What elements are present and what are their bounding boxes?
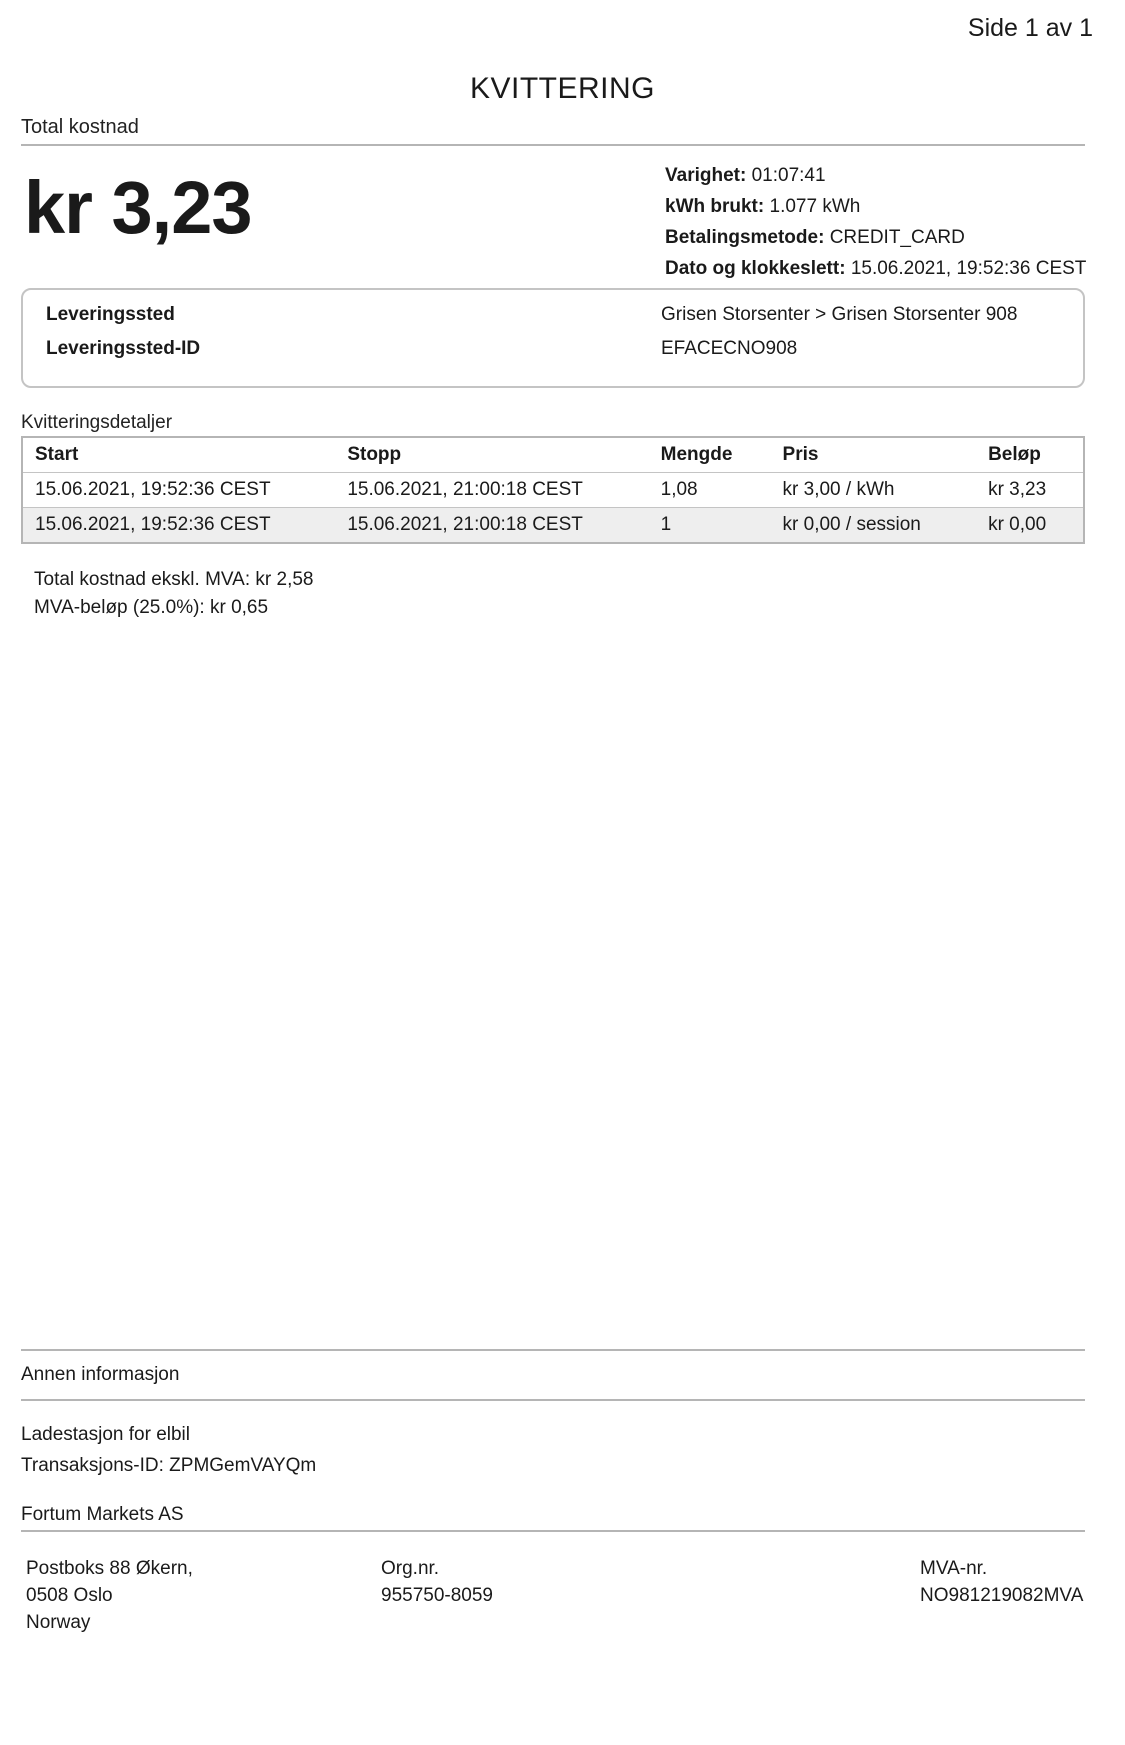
cell-start: 15.06.2021, 19:52:36 CEST	[22, 508, 335, 544]
company-vat-number: MVA-nr. NO981219082MVA	[920, 1558, 1084, 1606]
delivery-location-id-label: Leveringssted-ID	[46, 338, 201, 359]
delivery-location-id-value: EFACECNO908	[661, 338, 798, 359]
summary-duration: Varighet: 01:07:41	[665, 165, 826, 186]
cell-stop: 15.06.2021, 21:00:18 CEST	[335, 508, 648, 544]
delivery-location-box	[21, 288, 1085, 388]
transaction-id: Transaksjons-ID: ZPMGemVAYQm	[21, 1455, 317, 1476]
column-header-start: Start	[35, 444, 79, 465]
cell-price: kr 3,00 / kWh	[771, 473, 977, 508]
page-number: Side 1 av 1	[967, 14, 1093, 42]
table-row	[22, 473, 1084, 508]
cell-start: 15.06.2021, 19:52:36 CEST	[22, 473, 335, 508]
company-name: Fortum Markets AS	[21, 1504, 184, 1525]
cell-quantity: 1,08	[649, 473, 771, 508]
summary-kwh: kWh brukt: 1.077 kWh	[665, 196, 861, 217]
column-header-amount: Beløp	[988, 444, 1041, 465]
receipt-details-table	[21, 436, 1085, 544]
summary-list	[665, 160, 1086, 284]
cell-quantity: 1	[649, 508, 771, 544]
divider	[21, 1349, 1085, 1351]
charging-station-text: Ladestasjon for elbil	[21, 1424, 190, 1445]
cell-amount: kr 3,23	[976, 473, 1084, 508]
delivery-location-value: Grisen Storsenter > Grisen Storsenter 908	[661, 304, 1018, 325]
cell-stop: 15.06.2021, 21:00:18 CEST	[335, 473, 648, 508]
vat-amount: MVA-beløp (25.0%): kr 0,65	[34, 597, 269, 618]
column-header-price: Pris	[782, 444, 819, 465]
vat-summary	[34, 566, 314, 622]
delivery-location-label: Leveringssted	[46, 304, 175, 325]
document-title: KVITTERING	[469, 72, 655, 105]
divider	[21, 144, 1085, 146]
column-header-quantity: Mengde	[660, 444, 733, 465]
summary-payment-method: Betalingsmetode: CREDIT_CARD	[665, 227, 965, 248]
company-org-number: Org.nr. 955750-8059	[381, 1558, 493, 1606]
divider	[21, 1530, 1085, 1532]
company-address: Postboks 88 Økern, 0508 Oslo Norway	[26, 1558, 193, 1633]
other-info-label: Annen informasjon	[21, 1364, 180, 1385]
column-header-stop: Stopp	[347, 444, 402, 465]
table-row	[22, 508, 1084, 544]
receipt-details-label: Kvitteringsdetaljer	[21, 412, 173, 433]
total-excl-vat: Total kostnad ekskl. MVA: kr 2,58	[34, 569, 314, 590]
total-cost-label: Total kostnad	[21, 116, 139, 138]
cell-amount: kr 0,00	[976, 508, 1084, 544]
cell-price: kr 0,00 / session	[771, 508, 977, 544]
divider	[21, 1399, 1085, 1401]
total-amount: kr 3,23	[24, 166, 252, 249]
table-header-row	[22, 437, 1084, 473]
summary-datetime: Dato og klokkeslett: 15.06.2021, 19:52:36 CEST	[665, 258, 1087, 279]
